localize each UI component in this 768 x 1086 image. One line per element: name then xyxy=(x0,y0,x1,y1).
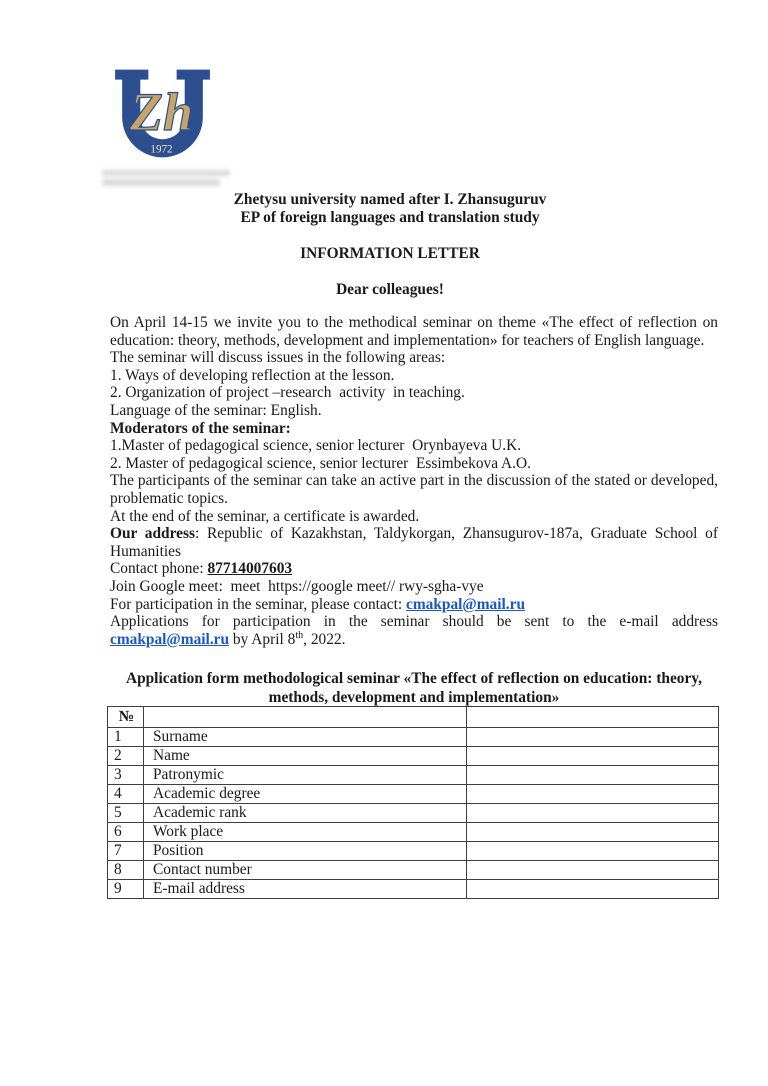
row-number: 4 xyxy=(108,785,144,804)
moderator-item-2: 2. Master of pedagogical science, senior lecturer Essimbekova A.O. xyxy=(110,454,531,472)
row-label: Academic rank xyxy=(144,804,467,823)
address-label: Our address xyxy=(110,525,195,543)
row-number: 5 xyxy=(108,804,144,823)
logo-caption-ghost xyxy=(102,170,234,186)
language-line: Language of the seminar: English. xyxy=(110,401,322,419)
application-form-title-line1: Application form methodological seminar «The effect of reflection on education: theory, xyxy=(125,670,703,687)
row-number: 2 xyxy=(108,747,144,766)
salutation: Dear colleagues! xyxy=(336,281,444,298)
row-label: Contact number xyxy=(144,861,467,880)
ordinal-superscript: th xyxy=(295,629,304,641)
applications-email-link[interactable]: cmakpal@mail.ru xyxy=(110,630,230,648)
table-row xyxy=(108,766,719,785)
logo-caption-ghost-line xyxy=(102,170,230,176)
table-row xyxy=(108,785,719,804)
area-item-2: 2. Organization of project –research activity in teaching. xyxy=(110,384,465,402)
application-form-title xyxy=(110,670,718,707)
row-value-cell xyxy=(467,804,719,823)
row-value-cell xyxy=(467,880,719,899)
row-label: Academic degree xyxy=(144,785,467,804)
table-row xyxy=(108,747,719,766)
row-number: 3 xyxy=(108,766,144,785)
logo-caption-ghost-line xyxy=(102,179,220,186)
applications-text-after: , 2022. xyxy=(303,630,346,648)
row-label: Position xyxy=(144,842,467,861)
row-number: 8 xyxy=(108,861,144,880)
moderator-item-1: 1.Master of pedagogical science, senior lecturer Orynbayeva U.K. xyxy=(110,437,522,455)
row-label: Name xyxy=(144,747,467,766)
row-label: Patronymic xyxy=(144,766,467,785)
contact-phone-label: Contact phone: xyxy=(110,560,208,578)
participation-email-link[interactable]: cmakpal@mail.ru xyxy=(405,595,526,613)
applications-text-mid: by April 8 xyxy=(229,630,296,648)
table-row xyxy=(108,861,719,880)
row-number: 7 xyxy=(108,842,144,861)
row-number: 6 xyxy=(108,823,144,842)
address-paragraph xyxy=(110,525,718,560)
participation-label: For participation in the seminar, please contact: xyxy=(110,595,406,613)
table-row xyxy=(108,880,719,899)
table-row xyxy=(108,804,719,823)
application-form-title-line2: methods, development and implementation» xyxy=(268,688,560,706)
university-name: Zhetysu university named after I. Zhansuguruv xyxy=(233,191,547,208)
google-meet-line: Join Google meet: meet https://google meet// rwy-sgha-vye xyxy=(110,577,484,595)
logo-year: 1972 xyxy=(150,143,173,156)
table-header-value xyxy=(467,707,719,728)
department-name: EP of foreign languages and translation study xyxy=(240,209,540,226)
row-number: 1 xyxy=(108,728,144,747)
certificate-line: At the end of the seminar, a certificate is awarded. xyxy=(110,507,420,525)
table-row xyxy=(108,842,719,861)
row-label: E-mail address xyxy=(144,880,467,899)
row-value-cell xyxy=(467,747,719,766)
area-item-1: 1. Ways of developing reflection at the lesson. xyxy=(110,366,395,384)
table-header-number: № xyxy=(108,707,144,728)
letter-body xyxy=(110,314,718,648)
row-label: Surname xyxy=(144,728,467,747)
row-value-cell xyxy=(467,842,719,861)
row-value-cell xyxy=(467,728,719,747)
contact-phone-line xyxy=(110,560,718,578)
contact-phone-number: 87714007603 xyxy=(207,560,293,578)
table-row xyxy=(108,728,719,747)
logo-monogram: Zh xyxy=(129,81,194,143)
applications-text-before: Applications for participation in the seminar should be sent to the e-mail address xyxy=(110,613,718,631)
row-value-cell xyxy=(467,861,719,880)
moderators-heading: Moderators of the seminar: xyxy=(110,419,291,437)
row-value-cell xyxy=(467,785,719,804)
intro-paragraph: On April 14-15 we invite you to the methodical seminar on theme «The effect of reflection on education: theory, methods, development and implementation» for teachers of English language. xyxy=(110,314,718,349)
application-form-table xyxy=(107,706,719,899)
participation-line xyxy=(110,596,718,614)
row-number: 9 xyxy=(108,880,144,899)
applications-paragraph xyxy=(110,613,718,648)
row-label: Work place xyxy=(144,823,467,842)
table-header-row xyxy=(108,707,719,728)
address-text: : Republic of Kazakhstan, Taldykorgan, Zhansugurov-187a, Graduate School of Humanities xyxy=(110,525,718,560)
university-logo-icon xyxy=(105,64,220,168)
row-value-cell xyxy=(467,823,719,842)
table-row xyxy=(108,823,719,842)
participants-paragraph: The participants of the seminar can take an active part in the discussion of the stated or developed, problematic topics. xyxy=(110,472,718,507)
document-header xyxy=(110,191,670,299)
table-header-label xyxy=(144,707,467,728)
areas-intro-line: The seminar will discuss issues in the following areas: xyxy=(110,349,446,367)
row-value-cell xyxy=(467,766,719,785)
document-title: INFORMATION LETTER xyxy=(300,245,480,262)
university-logo xyxy=(105,64,220,168)
